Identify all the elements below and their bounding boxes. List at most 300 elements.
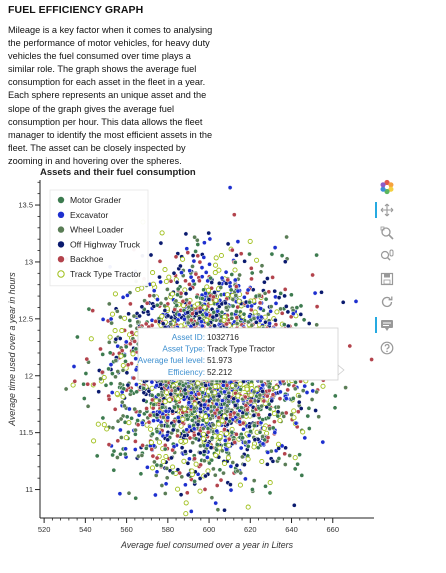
data-point[interactable] [82, 382, 86, 386]
data-point[interactable] [218, 434, 222, 438]
data-point[interactable] [198, 260, 202, 264]
data-point[interactable] [211, 395, 215, 399]
data-point[interactable] [225, 409, 229, 413]
data-point[interactable] [205, 318, 209, 322]
data-point[interactable] [257, 294, 261, 298]
data-point[interactable] [163, 268, 167, 272]
data-point[interactable] [189, 509, 193, 513]
data-point[interactable] [194, 462, 198, 466]
data-point[interactable] [296, 462, 300, 466]
data-point[interactable] [134, 496, 138, 500]
data-point[interactable] [260, 404, 264, 408]
data-point[interactable] [261, 435, 265, 439]
data-point[interactable] [273, 289, 277, 293]
data-point[interactable] [158, 398, 162, 402]
data-point[interactable] [171, 471, 175, 475]
data-point[interactable] [301, 430, 305, 434]
data-point[interactable] [254, 320, 258, 324]
data-point[interactable] [245, 408, 249, 412]
data-point[interactable] [208, 417, 212, 421]
data-point[interactable] [226, 456, 230, 460]
data-point[interactable] [234, 293, 238, 297]
data-point[interactable] [249, 277, 253, 281]
data-point[interactable] [178, 264, 182, 268]
data-point[interactable] [156, 393, 160, 397]
data-point[interactable] [107, 340, 111, 344]
data-point[interactable] [299, 406, 303, 410]
data-point[interactable] [163, 308, 167, 312]
data-point[interactable] [286, 310, 290, 314]
data-point[interactable] [272, 420, 276, 424]
data-point[interactable] [141, 443, 145, 447]
data-point[interactable] [186, 473, 190, 477]
data-point[interactable] [333, 394, 337, 398]
data-point[interactable] [265, 276, 269, 280]
data-point[interactable] [173, 405, 177, 409]
data-point[interactable] [201, 391, 205, 395]
data-point[interactable] [109, 382, 113, 386]
data-point[interactable] [201, 432, 205, 436]
data-point[interactable] [247, 425, 251, 429]
data-point[interactable] [207, 262, 211, 266]
data-point[interactable] [228, 186, 232, 190]
data-point[interactable] [230, 312, 234, 316]
data-point[interactable] [258, 393, 262, 397]
data-point[interactable] [196, 423, 200, 427]
data-point[interactable] [246, 444, 250, 448]
data-point[interactable] [222, 427, 226, 431]
data-point[interactable] [171, 448, 175, 452]
data-point[interactable] [186, 311, 190, 315]
data-point[interactable] [119, 417, 123, 421]
data-point[interactable] [147, 420, 151, 424]
data-point[interactable] [72, 364, 76, 368]
data-point[interactable] [211, 315, 215, 319]
data-point[interactable] [202, 241, 206, 245]
data-point[interactable] [222, 318, 226, 322]
data-point[interactable] [255, 387, 259, 391]
data-point[interactable] [248, 239, 252, 243]
data-point[interactable] [233, 260, 237, 264]
data-point[interactable] [354, 299, 358, 303]
data-point[interactable] [160, 405, 164, 409]
data-point[interactable] [283, 462, 287, 466]
data-point[interactable] [171, 428, 175, 432]
data-point[interactable] [187, 457, 191, 461]
data-point[interactable] [311, 389, 315, 393]
data-point[interactable] [198, 306, 202, 310]
data-point[interactable] [279, 307, 283, 311]
data-point[interactable] [224, 447, 228, 451]
data-point[interactable] [228, 413, 232, 417]
data-point[interactable] [111, 453, 115, 457]
data-point[interactable] [226, 242, 230, 246]
data-point[interactable] [158, 259, 162, 263]
data-point[interactable] [160, 424, 164, 428]
data-point[interactable] [197, 279, 201, 283]
data-point[interactable] [231, 460, 235, 464]
data-point[interactable] [200, 296, 204, 300]
data-point[interactable] [215, 483, 219, 487]
data-point[interactable] [280, 254, 284, 258]
data-point[interactable] [155, 430, 159, 434]
data-point[interactable] [204, 270, 208, 274]
data-point[interactable] [209, 446, 213, 450]
data-point[interactable] [321, 440, 325, 444]
data-point[interactable] [252, 316, 256, 320]
data-point[interactable] [259, 270, 263, 274]
data-point[interactable] [215, 429, 219, 433]
data-point[interactable] [198, 476, 202, 480]
data-point[interactable] [171, 465, 175, 469]
data-point[interactable] [101, 317, 105, 321]
data-point[interactable] [197, 432, 201, 436]
data-point[interactable] [164, 454, 168, 458]
box-zoom-tool-icon[interactable] [378, 224, 396, 242]
data-point[interactable] [178, 471, 182, 475]
data-point[interactable] [243, 440, 247, 444]
data-point[interactable] [193, 457, 197, 461]
data-point[interactable] [210, 280, 214, 284]
data-point[interactable] [186, 461, 190, 465]
data-point[interactable] [92, 439, 96, 443]
data-point[interactable] [243, 477, 247, 481]
data-point[interactable] [189, 391, 193, 395]
data-point[interactable] [127, 312, 131, 316]
data-point[interactable] [313, 291, 317, 295]
data-point[interactable] [126, 383, 130, 387]
data-point[interactable] [236, 240, 240, 244]
data-point[interactable] [282, 414, 286, 418]
data-point[interactable] [114, 359, 118, 363]
bokeh-logo-icon[interactable] [378, 178, 396, 196]
data-point[interactable] [262, 426, 266, 430]
data-point[interactable] [202, 398, 206, 402]
data-point[interactable] [134, 347, 138, 351]
data-point[interactable] [132, 376, 136, 380]
data-point[interactable] [133, 439, 137, 443]
data-point[interactable] [278, 390, 282, 394]
data-point[interactable] [151, 454, 155, 458]
data-point[interactable] [302, 318, 306, 322]
data-point[interactable] [273, 246, 277, 250]
data-point[interactable] [85, 357, 89, 361]
data-point[interactable] [203, 305, 207, 309]
data-point[interactable] [314, 408, 318, 412]
data-point[interactable] [172, 271, 176, 275]
data-point[interactable] [239, 252, 243, 256]
data-point[interactable] [174, 255, 178, 259]
data-point[interactable] [260, 459, 264, 463]
data-point[interactable] [265, 462, 269, 466]
data-point[interactable] [115, 309, 119, 313]
data-point[interactable] [186, 315, 190, 319]
data-point[interactable] [273, 318, 277, 322]
data-point[interactable] [160, 231, 164, 235]
data-point[interactable] [188, 287, 192, 291]
data-point[interactable] [177, 419, 181, 423]
data-point[interactable] [250, 271, 254, 275]
data-point[interactable] [256, 413, 260, 417]
data-point[interactable] [315, 323, 319, 327]
data-point[interactable] [297, 394, 301, 398]
data-point[interactable] [136, 418, 140, 422]
data-point[interactable] [138, 314, 142, 318]
data-point[interactable] [213, 324, 217, 328]
data-point[interactable] [259, 315, 263, 319]
data-point[interactable] [223, 438, 227, 442]
data-point[interactable] [315, 305, 319, 309]
data-point[interactable] [175, 434, 179, 438]
data-point[interactable] [173, 389, 177, 393]
data-point[interactable] [200, 275, 204, 279]
data-point[interactable] [253, 438, 257, 442]
data-point[interactable] [293, 456, 297, 460]
data-point[interactable] [303, 436, 307, 440]
data-point[interactable] [221, 383, 225, 387]
data-point[interactable] [187, 401, 191, 405]
data-point[interactable] [238, 382, 242, 386]
data-point[interactable] [165, 287, 169, 291]
data-point[interactable] [233, 268, 237, 272]
data-point[interactable] [118, 492, 122, 496]
data-point[interactable] [152, 294, 156, 298]
data-point[interactable] [120, 329, 124, 333]
data-point[interactable] [288, 453, 292, 457]
data-point[interactable] [166, 416, 170, 420]
data-point[interactable] [232, 397, 236, 401]
data-point[interactable] [242, 295, 246, 299]
data-point[interactable] [266, 450, 270, 454]
data-point[interactable] [234, 253, 238, 257]
data-point[interactable] [319, 290, 323, 294]
data-point[interactable] [210, 382, 214, 386]
data-point[interactable] [155, 470, 159, 474]
data-point[interactable] [278, 397, 282, 401]
data-point[interactable] [237, 299, 241, 303]
data-point[interactable] [303, 384, 307, 388]
data-point[interactable] [196, 381, 200, 385]
data-point[interactable] [194, 311, 198, 315]
data-point[interactable] [213, 263, 217, 267]
data-point[interactable] [234, 384, 238, 388]
data-point[interactable] [169, 279, 173, 283]
data-point[interactable] [210, 436, 214, 440]
data-point[interactable] [276, 442, 280, 446]
data-point[interactable] [169, 392, 173, 396]
data-point[interactable] [203, 415, 207, 419]
data-point[interactable] [152, 419, 156, 423]
data-point[interactable] [220, 419, 224, 423]
data-point[interactable] [233, 278, 237, 282]
data-point[interactable] [301, 389, 305, 393]
data-point[interactable] [134, 368, 138, 372]
data-point[interactable] [159, 382, 163, 386]
data-point[interactable] [196, 254, 200, 258]
data-point[interactable] [252, 445, 256, 449]
data-point[interactable] [317, 415, 321, 419]
pan-tool-icon[interactable] [378, 201, 396, 219]
data-point[interactable] [229, 488, 233, 492]
data-point[interactable] [192, 259, 196, 263]
data-point[interactable] [265, 431, 269, 435]
data-point[interactable] [175, 280, 179, 284]
data-point[interactable] [200, 266, 204, 270]
hover-tool-icon[interactable] [378, 316, 396, 334]
data-point[interactable] [115, 455, 119, 459]
data-point[interactable] [152, 304, 156, 308]
data-point[interactable] [258, 301, 262, 305]
data-point[interactable] [110, 390, 114, 394]
data-point[interactable] [268, 481, 272, 485]
data-point[interactable] [191, 441, 195, 445]
data-point[interactable] [315, 253, 319, 257]
data-point[interactable] [133, 407, 137, 411]
data-point[interactable] [185, 247, 189, 251]
data-point[interactable] [207, 297, 211, 301]
data-point[interactable] [180, 475, 184, 479]
data-point[interactable] [95, 454, 99, 458]
data-point[interactable] [167, 398, 171, 402]
data-point[interactable] [142, 398, 146, 402]
data-point[interactable] [167, 275, 171, 279]
data-point[interactable] [87, 307, 91, 311]
data-point[interactable] [116, 369, 120, 373]
data-point[interactable] [176, 397, 180, 401]
data-point[interactable] [277, 296, 281, 300]
data-point[interactable] [119, 435, 123, 439]
data-point[interactable] [118, 315, 122, 319]
data-point[interactable] [166, 438, 170, 442]
data-point[interactable] [267, 385, 271, 389]
data-point[interactable] [250, 487, 254, 491]
data-point[interactable] [284, 397, 288, 401]
data-point[interactable] [307, 321, 311, 325]
data-point[interactable] [289, 293, 293, 297]
data-point[interactable] [250, 304, 254, 308]
data-point[interactable] [299, 312, 303, 316]
data-point[interactable] [195, 295, 199, 299]
data-point[interactable] [159, 241, 163, 245]
data-point[interactable] [297, 400, 301, 404]
data-point[interactable] [75, 335, 79, 339]
data-point[interactable] [128, 318, 132, 322]
data-point[interactable] [112, 468, 116, 472]
data-point[interactable] [160, 483, 164, 487]
data-point[interactable] [200, 382, 204, 386]
data-point[interactable] [189, 275, 193, 279]
data-point[interactable] [214, 256, 218, 260]
data-point[interactable] [243, 259, 247, 263]
data-point[interactable] [202, 449, 206, 453]
data-point[interactable] [181, 383, 185, 387]
data-point[interactable] [123, 359, 127, 363]
data-point[interactable] [172, 424, 176, 428]
data-point[interactable] [186, 321, 190, 325]
data-point[interactable] [294, 323, 298, 327]
data-point[interactable] [190, 469, 194, 473]
data-point[interactable] [235, 321, 239, 325]
data-point[interactable] [164, 297, 168, 301]
data-point[interactable] [279, 291, 283, 295]
data-point[interactable] [260, 264, 264, 268]
data-point[interactable] [211, 295, 215, 299]
data-point[interactable] [203, 474, 207, 478]
data-point[interactable] [293, 387, 297, 391]
data-point[interactable] [111, 426, 115, 430]
data-point[interactable] [222, 390, 226, 394]
data-point[interactable] [203, 403, 207, 407]
data-point[interactable] [217, 394, 221, 398]
data-point[interactable] [186, 251, 190, 255]
data-point[interactable] [144, 446, 148, 450]
data-point[interactable] [128, 324, 132, 328]
data-point[interactable] [236, 289, 240, 293]
data-point[interactable] [268, 491, 272, 495]
data-point[interactable] [161, 459, 165, 463]
data-point[interactable] [283, 294, 287, 298]
data-point[interactable] [100, 370, 104, 374]
data-point[interactable] [163, 400, 167, 404]
data-point[interactable] [107, 443, 111, 447]
data-point[interactable] [295, 306, 299, 310]
data-point[interactable] [154, 319, 158, 323]
data-point[interactable] [105, 427, 109, 431]
data-point[interactable] [170, 292, 174, 296]
data-point[interactable] [152, 403, 156, 407]
data-point[interactable] [224, 270, 228, 274]
data-point[interactable] [271, 275, 275, 279]
data-point[interactable] [151, 271, 155, 275]
data-point[interactable] [305, 390, 309, 394]
data-point[interactable] [207, 461, 211, 465]
data-point[interactable] [253, 310, 257, 314]
data-point[interactable] [244, 403, 248, 407]
data-point[interactable] [293, 467, 297, 471]
data-point[interactable] [262, 399, 266, 403]
data-point[interactable] [134, 382, 138, 386]
data-point[interactable] [187, 282, 191, 286]
data-point[interactable] [216, 508, 220, 512]
data-point[interactable] [150, 466, 154, 470]
data-point[interactable] [124, 436, 128, 440]
data-point[interactable] [238, 420, 242, 424]
data-point[interactable] [116, 439, 120, 443]
data-point[interactable] [230, 316, 234, 320]
data-point[interactable] [258, 430, 262, 434]
data-point[interactable] [118, 382, 122, 386]
data-point[interactable] [230, 430, 234, 434]
data-point[interactable] [231, 304, 235, 308]
data-point[interactable] [124, 340, 128, 344]
data-point[interactable] [209, 276, 213, 280]
data-point[interactable] [333, 406, 337, 410]
data-point[interactable] [92, 382, 96, 386]
data-point[interactable] [110, 312, 114, 316]
data-point[interactable] [118, 336, 122, 340]
data-point[interactable] [201, 427, 205, 431]
data-point[interactable] [108, 351, 112, 355]
data-point[interactable] [179, 271, 183, 275]
data-point[interactable] [192, 427, 196, 431]
data-point[interactable] [165, 476, 169, 480]
data-point[interactable] [133, 339, 137, 343]
data-point[interactable] [183, 279, 187, 283]
data-point[interactable] [283, 287, 287, 291]
data-point[interactable] [238, 483, 242, 487]
data-point[interactable] [127, 421, 131, 425]
data-point[interactable] [122, 387, 126, 391]
